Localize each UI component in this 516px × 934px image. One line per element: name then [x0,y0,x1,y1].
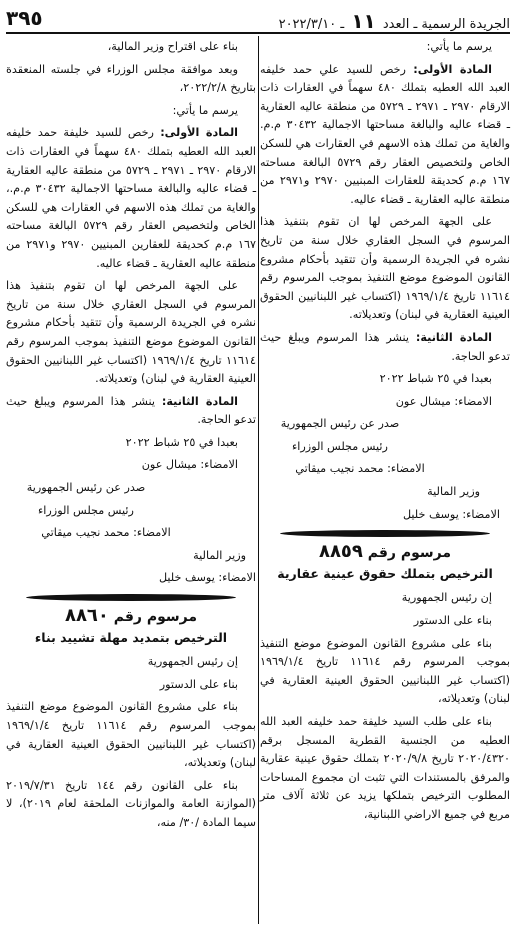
article-label: المادة الثانية: [415,330,492,344]
issue-number: ١١ [351,9,376,33]
pm-signature: الامضاء: محمد نجيب ميقاتي [295,462,425,476]
issue-date: ـ ٢٠٢٢/٣/١٠ [278,17,345,32]
president-signature: الامضاء: ميشال عون [141,458,238,472]
paragraph: بناء على مشروع القانون الموضوع موضع التنفيذ بموجب المرسوم رقم ١١٦١٤ تاريخ ١٩٦٩/١/٤ (اكتساب غير اللبنانيين الحقوق العينية العقارية في لبنان) وتعديلاته، [260,636,510,706]
gazette-title [279,9,510,33]
decree-clause: يرسم ما يأتي: [172,103,238,117]
pm-signature: الامضاء: محمد نجيب ميقاتي [41,526,171,540]
article-label: المادة الثانية: [161,394,238,408]
pm-title: رئيس مجلس الوزراء [292,439,388,453]
decree-heading [6,607,256,627]
pm-title: رئيس مجلس الوزراء [38,503,134,517]
paragraph: بناء على الدستور [159,677,238,691]
separator-bar [280,530,490,537]
article-label: المادة الأولى: [160,126,238,140]
issued-by: صدر عن رئيس الجمهورية [280,417,400,431]
finance-minister-signature: الامضاء: يوسف خليل [402,507,500,521]
page-header [6,6,510,33]
page-number: ٣٩٥ [6,6,43,30]
paragraph: بناء على طلب السيد خليفة حمد خليفه العبد الله العطيه من الجنسية القطرية المسجل برقم ٢٠٢٠/٤٣٢٠ تاريخ ٢٠٢٠/٩/٨ بتملك حقوق عينية عقارية والمرفق بالمستندات التي تثبت ان مجموع المساحات المطلوب الترخيص بتملكها يزيد عن ثلاثة آلاف متر مربع في جميع الاراضي اللبنانية، [260,715,510,821]
article-one [260,61,510,210]
issued-by: صدر عن رئيس الجمهورية [26,481,146,495]
paragraph: بناء على مشروع القانون الموضوع موضع التنفيذ بموجب المرسوم رقم ١١٦١٤ تاريخ ١٩٦٩/١/٤ (اكتساب غير اللبنانيين الحقوق العينية العقارية في لبنان) وتعديلاته، [6,700,256,770]
paragraph: وبعد موافقة مجلس الوزراء في جلسته المنعقدة بتاريخ ٢٠٢٢/٢/٨، [6,62,256,95]
article-text: ينشر هذا المرسوم ويبلغ حيث تدعو الحاجة. [6,394,256,427]
decree-number: ٨٨٥٩ [318,541,363,563]
article-text: رخص للسيد خليفة حمد خليفه العبد الله العطيه بتملك ٤٨٠ سهماً في العقارات ذات الارقام ٢٩٧٠ ـ ٢٩٧١ ـ ٥٧٢٩ من منطقة عاليه العقارية ـ قضاء عاليه والبالغة مساحتها الاجمالية ٣٠٤٣٢ م.م.، والغاية من تملك هذه الاسهم في العقارات هي للسكن الخاص ولتخصيص العقار رقم ٥٧٢٩ البالغة مساحته ١٦٧ م.م كحديقة للعقارين المبنيين ٢٩٧٠ و٢٩٧١ من منطقة عاليه العقارية ـ قضاء عاليه. [6,126,257,270]
gazette-name: الجريدة الرسمية ـ العدد [382,17,510,32]
paragraph: على الجهة المرخص لها ان تقوم بتنفيذ هذا المرسوم في السجل العقاري خلال سنة من تاريخ نشره في الجريدة الرسمية وأن تتقيد بأحكام مشروع القانون الموضوع موضع التنفيذ بموجب المرسوم رقم ١١٦١٤ تاريخ ١٩٦٩/١/٤ (اكتساب غير اللبنانيين الحقوق العينية العقارية في لبنان) وتعديلاته. [6,279,256,386]
paragraph: بناء على اقتراح وزير المالية، [107,40,238,53]
left-column [6,38,256,934]
finance-minister-title: وزير المالية [427,485,480,499]
decree-date: بعبدا في ٢٥ شباط ٢٠٢٢ [125,435,238,449]
article-one [6,124,256,273]
paragraph: إن رئيس الجمهورية [147,655,238,669]
article-text: ينشر هذا المرسوم ويبلغ حيث تدعو الحاجة. [260,330,510,363]
separator-bar [26,594,236,601]
column-divider [258,36,259,924]
paragraph: بناء على الدستور [413,614,492,628]
decree-number: ٨٨٦٠ [64,605,109,627]
header-rule [6,32,510,34]
paragraph: على الجهة المرخص لها ان تقوم بتنفيذ هذا المرسوم في السجل العقاري خلال سنة من تاريخ نشره في الجريدة الرسمية وأن تتقيد بأحكام مشروع القانون الموضوع موضع التنفيذ بموجب المرسوم رقم ١١٦١٤ تاريخ ١٩٦٩/١/٤ (اكتساب غير اللبنانيين الحقوق العينية العقارية في لبنان) وتعديلاته. [260,215,510,322]
decree-date: بعبدا في ٢٥ شباط ٢٠٢٢ [379,372,492,386]
decree-clause: يرسم ما يأتي: [426,40,492,53]
paragraph: بناء على القانون رقم ١٤٤ تاريخ ٢٠١٩/٧/٣١ (الموازنة العامة والموازنات الملحقة لعام ٢٠١٩)، لا سيما المادة /٣٠/ منه، [6,778,256,829]
finance-minister-signature: الامضاء: يوسف خليل [158,571,256,585]
article-label: المادة الأولى: [413,62,492,76]
decree-title: الترخيص بتملك حقوق عينية عقارية [277,565,493,581]
article-two [6,393,256,430]
finance-minister-title: وزير المالية [193,548,246,562]
president-signature: الامضاء: ميشال عون [395,394,492,408]
decree-title: الترخيص بتمديد مهلة تشييد بناء [34,629,228,645]
decree-label: مرسوم رقم [113,609,198,626]
right-column [260,38,510,934]
decree-heading [260,543,510,563]
article-two [260,329,510,366]
decree-label: مرسوم رقم [367,545,452,562]
article-text: رخص للسيد علي حمد خليفه العبد الله العطيه بتملك ٤٨٠ سهماً في العقارات ذات الارقام ٢٩٧٠ ـ ٢٩٧١ ـ ٥٧٢٩ من منطقة عاليه العقارية ـ قضاء عاليه والبالغة مساحتها الاجمالية ٣٠٤٣٢ م.م. والغاية من تملك هذه الاسهم في العقارات هي للسكن الخاص ولتخصيص العقار رقم ٥٧٢٩ البالغة مساحته ١٦٧ م.م كحديقة للعقارات المبنيين ٢٩٧٠ و٢٩٧١ من منطقة عاليه العقارية ـ قضاء عاليه. [260,62,511,206]
paragraph: إن رئيس الجمهورية [401,591,492,605]
